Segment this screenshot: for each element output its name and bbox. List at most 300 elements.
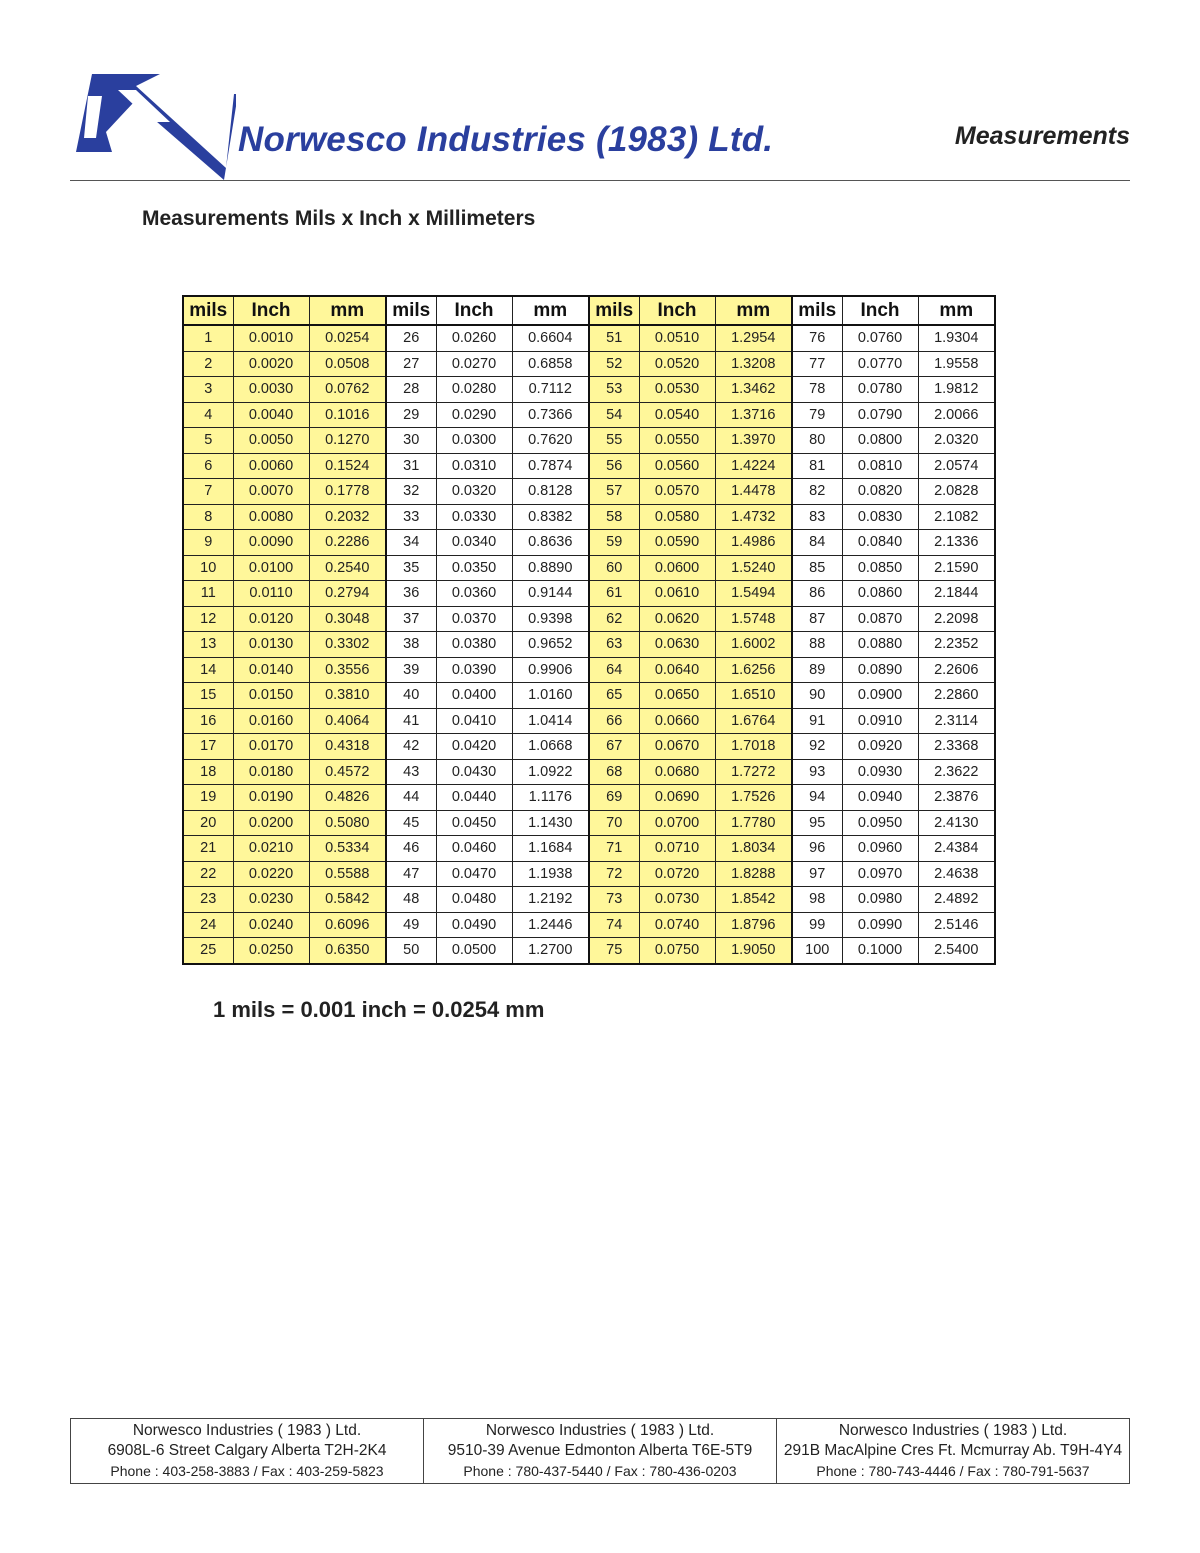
table-cell: 53 <box>589 377 639 403</box>
table-row <box>183 402 995 428</box>
table-cell: 1.5748 <box>715 606 792 632</box>
column-header: mm <box>512 296 589 325</box>
table-cell: 0.9398 <box>512 606 589 632</box>
table-cell: 1.7780 <box>715 810 792 836</box>
table-cell: 72 <box>589 861 639 887</box>
table-cell: 21 <box>183 836 233 862</box>
table-cell: 51 <box>589 325 639 351</box>
table-cell: 2.3114 <box>918 708 995 734</box>
table-cell: 0.0300 <box>436 428 512 454</box>
table-cell: 0.8128 <box>512 479 589 505</box>
table-cell: 1.4986 <box>715 530 792 556</box>
table-cell: 10 <box>183 555 233 581</box>
table-cell: 14 <box>183 657 233 683</box>
table-row <box>183 861 995 887</box>
table-cell: 33 <box>386 504 436 530</box>
table-cell: 45 <box>386 810 436 836</box>
table-cell: 0.0770 <box>842 351 918 377</box>
table-cell: 2.2352 <box>918 632 995 658</box>
table-cell: 38 <box>386 632 436 658</box>
column-header: mm <box>715 296 792 325</box>
table-cell: 1.6256 <box>715 657 792 683</box>
table-cell: 0.0520 <box>639 351 715 377</box>
table-cell: 0.8382 <box>512 504 589 530</box>
table-cell: 100 <box>792 938 842 964</box>
table-cell: 3 <box>183 377 233 403</box>
table-cell: 0.7620 <box>512 428 589 454</box>
table-cell: 1.4732 <box>715 504 792 530</box>
table-cell: 0.1778 <box>309 479 386 505</box>
table-cell: 2.4384 <box>918 836 995 862</box>
table-cell: 0.0508 <box>309 351 386 377</box>
table-cell: 0.0840 <box>842 530 918 556</box>
table-cell: 52 <box>589 351 639 377</box>
table-cell: 35 <box>386 555 436 581</box>
table-cell: 18 <box>183 759 233 785</box>
table-cell: 1.4224 <box>715 453 792 479</box>
table-cell: 43 <box>386 759 436 785</box>
table-cell: 2.3622 <box>918 759 995 785</box>
table-cell: 31 <box>386 453 436 479</box>
table-cell: 0.0090 <box>233 530 309 556</box>
table-cell: 40 <box>386 683 436 709</box>
table-cell: 0.0280 <box>436 377 512 403</box>
table-cell: 91 <box>792 708 842 734</box>
section-label: Measurements <box>954 122 1130 150</box>
table-cell: 0.0230 <box>233 887 309 913</box>
table-cell: 34 <box>386 530 436 556</box>
table-cell: 0.5588 <box>309 861 386 887</box>
column-header: mm <box>309 296 386 325</box>
table-cell: 0.0510 <box>639 325 715 351</box>
table-cell: 69 <box>589 785 639 811</box>
table-row <box>183 887 995 913</box>
column-header: Inch <box>436 296 512 325</box>
table-cell: 0.0550 <box>639 428 715 454</box>
table-cell: 86 <box>792 581 842 607</box>
table-cell: 0.0370 <box>436 606 512 632</box>
table-cell: 0.5334 <box>309 836 386 862</box>
table-cell: 1.9558 <box>918 351 995 377</box>
table-cell: 0.0100 <box>233 555 309 581</box>
table-cell: 0.0490 <box>436 912 512 938</box>
table-cell: 0.0710 <box>639 836 715 862</box>
table-cell: 17 <box>183 734 233 760</box>
table-cell: 0.0540 <box>639 402 715 428</box>
table-cell: 0.4572 <box>309 759 386 785</box>
table-cell: 25 <box>183 938 233 964</box>
table-cell: 0.0900 <box>842 683 918 709</box>
table-row <box>183 734 995 760</box>
table-cell: 0.0340 <box>436 530 512 556</box>
table-cell: 0.0720 <box>639 861 715 887</box>
table-cell: 1.6510 <box>715 683 792 709</box>
office-address: 291B MacAlpine Cres Ft. Mcmurray Ab. T9H-4Y4 <box>783 1442 1123 1459</box>
table-cell: 0.0400 <box>436 683 512 709</box>
table-cell: 2.2860 <box>918 683 995 709</box>
column-header: mm <box>918 296 995 325</box>
table-cell: 2.1590 <box>918 555 995 581</box>
table-cell: 99 <box>792 912 842 938</box>
table-cell: 0.4826 <box>309 785 386 811</box>
company-name: Norwesco Industries (1983) Ltd. <box>238 120 774 159</box>
table-cell: 0.0890 <box>842 657 918 683</box>
table-cell: 83 <box>792 504 842 530</box>
table-cell: 0.0290 <box>436 402 512 428</box>
table-cell: 0.0560 <box>639 453 715 479</box>
table-cell: 1.7018 <box>715 734 792 760</box>
table-cell: 2.4130 <box>918 810 995 836</box>
table-cell: 0.0470 <box>436 861 512 887</box>
table-cell: 64 <box>589 657 639 683</box>
table-cell: 0.0420 <box>436 734 512 760</box>
table-cell: 1.8796 <box>715 912 792 938</box>
table-cell: 49 <box>386 912 436 938</box>
page-title: Measurements Mils x Inch x Millimeters <box>142 207 536 230</box>
table-cell: 80 <box>792 428 842 454</box>
office-phone: Phone : 780-743-4446 / Fax : 780-791-5637 <box>816 1463 1090 1479</box>
table-cell: 85 <box>792 555 842 581</box>
table-cell: 47 <box>386 861 436 887</box>
table-cell: 76 <box>792 325 842 351</box>
table-cell: 0.8636 <box>512 530 589 556</box>
table-row <box>183 606 995 632</box>
table-row <box>183 581 995 607</box>
table-cell: 8 <box>183 504 233 530</box>
table-row <box>183 912 995 938</box>
table-cell: 2.3876 <box>918 785 995 811</box>
table-cell: 0.9652 <box>512 632 589 658</box>
table-cell: 19 <box>183 785 233 811</box>
office-name: Norwesco Industries ( 1983 ) Ltd. <box>132 1422 362 1439</box>
table-row <box>183 504 995 530</box>
column-header: mils <box>386 296 436 325</box>
table-row <box>183 785 995 811</box>
table-cell: 29 <box>386 402 436 428</box>
table-cell: 2.3368 <box>918 734 995 760</box>
table-row <box>183 938 995 964</box>
table-cell: 22 <box>183 861 233 887</box>
table-cell: 0.0690 <box>639 785 715 811</box>
table-cell: 0.0790 <box>842 402 918 428</box>
table-cell: 97 <box>792 861 842 887</box>
table-cell: 48 <box>386 887 436 913</box>
table-cell: 0.0160 <box>233 708 309 734</box>
table-cell: 0.6604 <box>512 325 589 351</box>
table-cell: 0.2794 <box>309 581 386 607</box>
table-cell: 2 <box>183 351 233 377</box>
table-cell: 37 <box>386 606 436 632</box>
table-cell: 1.2700 <box>512 938 589 964</box>
table-cell: 0.0260 <box>436 325 512 351</box>
office-address-cell <box>777 1419 1130 1484</box>
table-cell: 71 <box>589 836 639 862</box>
table-cell: 74 <box>589 912 639 938</box>
table-cell: 1.3716 <box>715 402 792 428</box>
table-cell: 0.0930 <box>842 759 918 785</box>
table-cell: 0.0620 <box>639 606 715 632</box>
table-cell: 0.7366 <box>512 402 589 428</box>
column-header: mils <box>589 296 639 325</box>
column-header: Inch <box>233 296 309 325</box>
table-cell: 2.2098 <box>918 606 995 632</box>
table-cell: 82 <box>792 479 842 505</box>
table-row <box>183 453 995 479</box>
table-cell: 96 <box>792 836 842 862</box>
table-row <box>183 759 995 785</box>
table-row <box>183 428 995 454</box>
office-name: Norwesco Industries ( 1983 ) Ltd. <box>485 1422 715 1439</box>
table-cell: 0.0080 <box>233 504 309 530</box>
table-cell: 42 <box>386 734 436 760</box>
table-cell: 1.2446 <box>512 912 589 938</box>
table-cell: 0.0950 <box>842 810 918 836</box>
table-cell: 13 <box>183 632 233 658</box>
table-cell: 1.0160 <box>512 683 589 709</box>
table-cell: 92 <box>792 734 842 760</box>
table-cell: 1.0668 <box>512 734 589 760</box>
table-cell: 59 <box>589 530 639 556</box>
table-cell: 2.2606 <box>918 657 995 683</box>
table-cell: 1.2954 <box>715 325 792 351</box>
table-cell: 0.0040 <box>233 402 309 428</box>
table-cell: 0.3302 <box>309 632 386 658</box>
table-cell: 5 <box>183 428 233 454</box>
column-header: Inch <box>842 296 918 325</box>
table-cell: 95 <box>792 810 842 836</box>
office-name: Norwesco Industries ( 1983 ) Ltd. <box>838 1422 1068 1439</box>
table-cell: 15 <box>183 683 233 709</box>
table-cell: 0.1000 <box>842 938 918 964</box>
office-address: 6908L-6 Street Calgary Alberta T2H-2K4 <box>107 1442 387 1459</box>
table-cell: 0.7112 <box>512 377 589 403</box>
table-cell: 0.4318 <box>309 734 386 760</box>
table-cell: 0.0820 <box>842 479 918 505</box>
table-cell: 0.0940 <box>842 785 918 811</box>
table-cell: 11 <box>183 581 233 607</box>
table-cell: 0.0180 <box>233 759 309 785</box>
table-cell: 63 <box>589 632 639 658</box>
table-cell: 1.1938 <box>512 861 589 887</box>
table-cell: 0.0380 <box>436 632 512 658</box>
table-cell: 0.0580 <box>639 504 715 530</box>
table-cell: 0.9906 <box>512 657 589 683</box>
table-cell: 27 <box>386 351 436 377</box>
table-cell: 0.6350 <box>309 938 386 964</box>
table-cell: 2.0066 <box>918 402 995 428</box>
table-cell: 0.0060 <box>233 453 309 479</box>
table-row <box>183 530 995 556</box>
table-cell: 0.1016 <box>309 402 386 428</box>
table-cell: 78 <box>792 377 842 403</box>
table-cell: 0.2286 <box>309 530 386 556</box>
table-header-row <box>183 296 995 325</box>
norwesco-logo-icon <box>74 72 236 182</box>
table-cell: 0.0200 <box>233 810 309 836</box>
table-cell: 1.0414 <box>512 708 589 734</box>
table-cell: 28 <box>386 377 436 403</box>
table-cell: 0.0170 <box>233 734 309 760</box>
table-cell: 2.5146 <box>918 912 995 938</box>
table-cell: 2.1844 <box>918 581 995 607</box>
page-header <box>0 0 1200 190</box>
table-cell: 1.0922 <box>512 759 589 785</box>
table-cell: 1.8288 <box>715 861 792 887</box>
table-cell: 93 <box>792 759 842 785</box>
table-cell: 50 <box>386 938 436 964</box>
table-cell: 0.0530 <box>639 377 715 403</box>
header-divider <box>70 180 1130 181</box>
table-cell: 39 <box>386 657 436 683</box>
conversion-table-wrapper <box>182 295 996 965</box>
table-cell: 9 <box>183 530 233 556</box>
table-cell: 0.0240 <box>233 912 309 938</box>
column-header: Inch <box>639 296 715 325</box>
table-cell: 0.3810 <box>309 683 386 709</box>
table-cell: 0.0762 <box>309 377 386 403</box>
table-cell: 1.5240 <box>715 555 792 581</box>
table-cell: 0.0800 <box>842 428 918 454</box>
table-cell: 0.0600 <box>639 555 715 581</box>
table-row <box>183 708 995 734</box>
table-cell: 1.6002 <box>715 632 792 658</box>
table-cell: 0.0320 <box>436 479 512 505</box>
table-cell: 1.7272 <box>715 759 792 785</box>
office-phone: Phone : 403-258-3883 / Fax : 403-259-5823 <box>110 1463 384 1479</box>
table-cell: 0.8890 <box>512 555 589 581</box>
table-cell: 0.0210 <box>233 836 309 862</box>
table-cell: 0.0650 <box>639 683 715 709</box>
office-address: 9510-39 Avenue Edmonton Alberta T6E-5T9 <box>447 1442 753 1459</box>
table-cell: 0.0780 <box>842 377 918 403</box>
table-cell: 66 <box>589 708 639 734</box>
table-cell: 62 <box>589 606 639 632</box>
table-cell: 1.1176 <box>512 785 589 811</box>
table-cell: 2.0320 <box>918 428 995 454</box>
table-cell: 0.6858 <box>512 351 589 377</box>
table-cell: 1.7526 <box>715 785 792 811</box>
table-cell: 0.0870 <box>842 606 918 632</box>
table-cell: 0.0010 <box>233 325 309 351</box>
table-cell: 79 <box>792 402 842 428</box>
table-cell: 54 <box>589 402 639 428</box>
table-cell: 1.3462 <box>715 377 792 403</box>
table-cell: 0.0570 <box>639 479 715 505</box>
table-cell: 70 <box>589 810 639 836</box>
table-cell: 0.0810 <box>842 453 918 479</box>
table-cell: 0.1270 <box>309 428 386 454</box>
table-cell: 16 <box>183 708 233 734</box>
table-cell: 0.0980 <box>842 887 918 913</box>
table-cell: 0.4064 <box>309 708 386 734</box>
table-cell: 65 <box>589 683 639 709</box>
table-cell: 24 <box>183 912 233 938</box>
table-row <box>183 632 995 658</box>
table-cell: 0.0110 <box>233 581 309 607</box>
table-cell: 2.1336 <box>918 530 995 556</box>
table-cell: 0.0440 <box>436 785 512 811</box>
table-cell: 1.5494 <box>715 581 792 607</box>
table-cell: 1.9304 <box>918 325 995 351</box>
table-row <box>183 555 995 581</box>
table-cell: 41 <box>386 708 436 734</box>
table-row <box>183 836 995 862</box>
table-cell: 0.0740 <box>639 912 715 938</box>
column-header: mils <box>792 296 842 325</box>
table-cell: 32 <box>386 479 436 505</box>
table-cell: 0.0460 <box>436 836 512 862</box>
table-cell: 0.0920 <box>842 734 918 760</box>
table-cell: 0.0590 <box>639 530 715 556</box>
table-cell: 81 <box>792 453 842 479</box>
table-cell: 0.2032 <box>309 504 386 530</box>
table-cell: 0.0670 <box>639 734 715 760</box>
conversion-formula: 1 mils = 0.001 inch = 0.0254 mm <box>213 997 545 1022</box>
table-cell: 0.0070 <box>233 479 309 505</box>
table-cell: 0.0410 <box>436 708 512 734</box>
table-cell: 1 <box>183 325 233 351</box>
table-cell: 0.3048 <box>309 606 386 632</box>
table-cell: 0.0660 <box>639 708 715 734</box>
table-cell: 0.0140 <box>233 657 309 683</box>
table-cell: 0.1524 <box>309 453 386 479</box>
table-cell: 44 <box>386 785 436 811</box>
table-cell: 23 <box>183 887 233 913</box>
table-cell: 0.0254 <box>309 325 386 351</box>
table-cell: 0.0330 <box>436 504 512 530</box>
table-cell: 0.7874 <box>512 453 589 479</box>
table-cell: 0.0760 <box>842 325 918 351</box>
table-cell: 0.0480 <box>436 887 512 913</box>
table-cell: 0.6096 <box>309 912 386 938</box>
table-cell: 1.4478 <box>715 479 792 505</box>
table-cell: 4 <box>183 402 233 428</box>
table-cell: 0.0190 <box>233 785 309 811</box>
table-cell: 12 <box>183 606 233 632</box>
table-cell: 0.0610 <box>639 581 715 607</box>
table-cell: 0.0880 <box>842 632 918 658</box>
table-cell: 90 <box>792 683 842 709</box>
table-cell: 0.0750 <box>639 938 715 964</box>
table-cell: 0.0630 <box>639 632 715 658</box>
table-cell: 1.3970 <box>715 428 792 454</box>
table-cell: 0.3556 <box>309 657 386 683</box>
conversion-table <box>182 295 996 965</box>
table-cell: 0.0130 <box>233 632 309 658</box>
table-cell: 0.0860 <box>842 581 918 607</box>
table-cell: 0.0700 <box>639 810 715 836</box>
table-cell: 0.0500 <box>436 938 512 964</box>
table-cell: 1.9812 <box>918 377 995 403</box>
office-address-cell <box>424 1419 777 1484</box>
table-row <box>183 657 995 683</box>
table-cell: 2.4638 <box>918 861 995 887</box>
table-cell: 0.0020 <box>233 351 309 377</box>
table-cell: 0.0910 <box>842 708 918 734</box>
table-cell: 0.0730 <box>639 887 715 913</box>
table-row <box>183 351 995 377</box>
table-cell: 94 <box>792 785 842 811</box>
table-cell: 2.0828 <box>918 479 995 505</box>
table-cell: 2.5400 <box>918 938 995 964</box>
table-cell: 30 <box>386 428 436 454</box>
table-cell: 0.0450 <box>436 810 512 836</box>
table-cell: 0.9144 <box>512 581 589 607</box>
table-cell: 0.0430 <box>436 759 512 785</box>
table-cell: 0.0220 <box>233 861 309 887</box>
table-cell: 0.0990 <box>842 912 918 938</box>
table-row <box>183 377 995 403</box>
